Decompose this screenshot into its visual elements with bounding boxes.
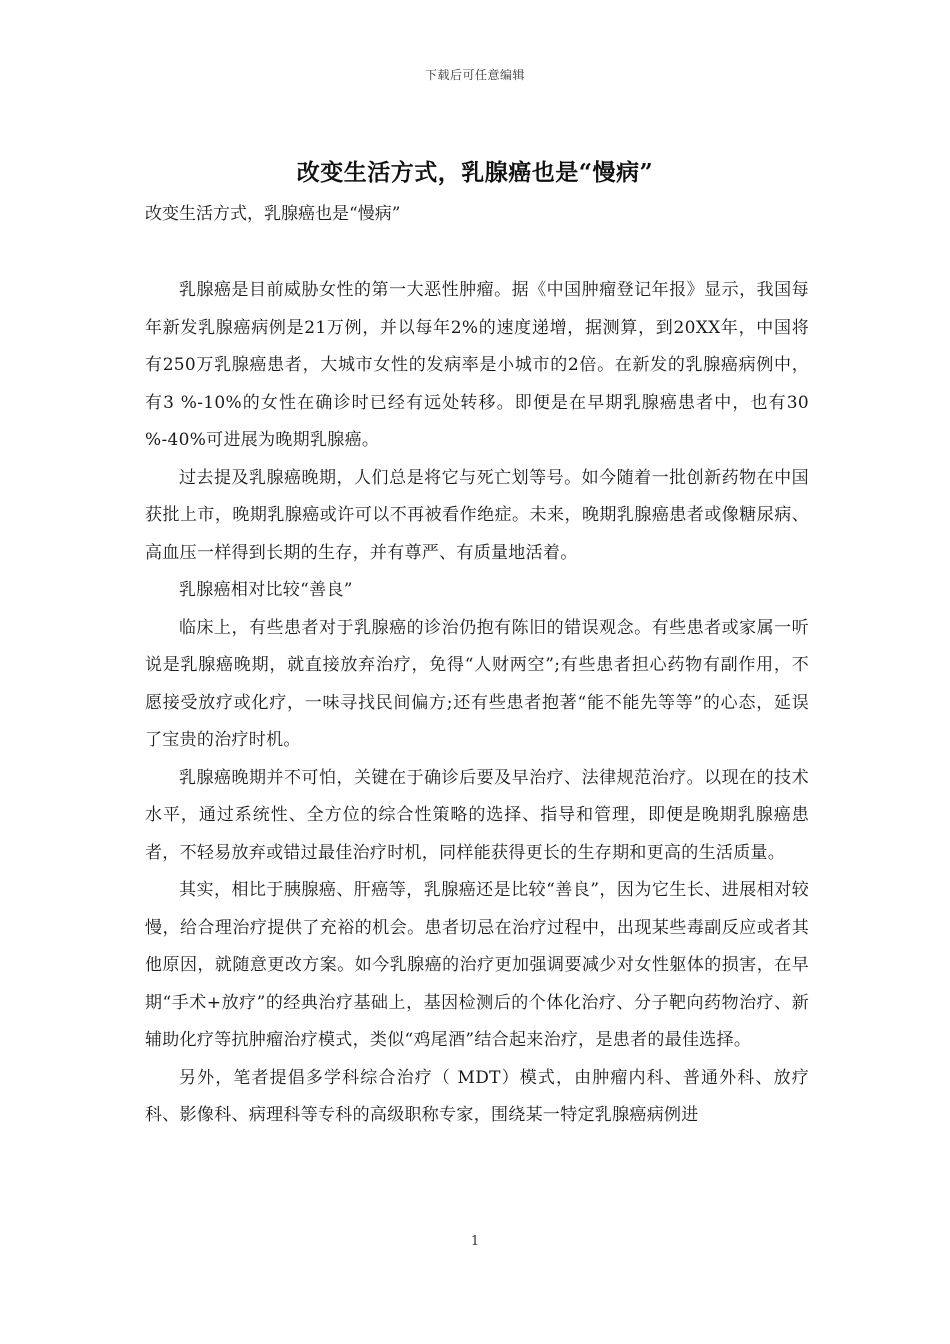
document-body	[145, 272, 809, 1135]
paragraph-early-treatment: 乳腺癌晚期并不可怕，关键在于确诊后要及早治疗、法律规范治疗。以现在的技术水平，通过系统性、全方位的综合性策略的选择、指导和管理，即便是晚期乳腺癌患者，不轻易放弃或错过最佳治疗时机，同样能获得更长的生存期和更高的生活质量。	[145, 767, 809, 863]
paragraph-new-drugs: 过去提及乳腺癌晚期，人们总是将它与死亡划等号。如今随着一批创新药物在中国获批上市，晚期乳腺癌或许可以不再被看作绝症。未来，晚期乳腺癌患者或像糖尿病、高血压一样得到长期的生存，并有尊严、有质量地活着。	[145, 467, 809, 563]
section-heading-benign: 乳腺癌相对比较“善良”	[179, 580, 353, 600]
page-number: 1	[470, 1234, 480, 1249]
paragraph-comparison: 其实，相比于胰腺癌、肝癌等，乳腺癌还是比较“善良”，因为它生长、进展相对较慢，给合理治疗提供了充裕的机会。患者切忌在治疗过程中，出现某些毒副反应或者其他原因，就随意更改方案。如今乳腺癌的治疗更加强调要减少对女性躯体的损害，在早期“手术+放疗”的经典治疗基础上，基因检测后的个体化治疗、分子靶向药物治疗、新辅助化疗等抗肿瘤治疗模式，类似“鸡尾酒”结合起来治疗，是患者的最佳选择。	[145, 880, 809, 1050]
document-title: 改变生活方式，乳腺癌也是“慢病”	[296, 159, 654, 186]
paragraph-incidence: 乳腺癌是目前威胁女性的第一大恶性肿瘤。据《中国肿瘤登记年报》显示，我国每年新发乳腺癌病例是21万例，并以每年2%的速度递增，据测算，到20XX年，中国将有250万乳腺癌患者，大城市女性的发病率是小城市的2倍。在新发的乳腺癌病例中，有3 %-10%的女性在确诊时已经有远处转移。即便是在早期乳腺癌患者中，也有30 %-40%可进展为晚期乳腺癌。	[145, 280, 809, 450]
paragraph-mdt: 另外，笔者提倡多学科综合治疗（ MDT）模式，由肿瘤内科、普通外科、放疗科、影像科、病理科等专科的高级职称专家，围绕某一特定乳腺癌病例进	[145, 1067, 809, 1125]
document-subtitle: 改变生活方式，乳腺癌也是“慢病”	[145, 204, 401, 224]
paragraph-misconceptions: 临床上，有些患者对于乳腺癌的诊治仍抱有陈旧的错误观念。有些患者或家属一听说是乳腺癌晚期，就直接放弃治疗，免得“人财两空”;有些患者担心药物有副作用，不愿接受放疗或化疗，一味寻找民间偏方;还有些患者抱著“能不能先等等”的心态，延误了宝贵的治疗时机。	[145, 617, 809, 750]
header-note: 下载后可任意编辑	[424, 68, 525, 82]
